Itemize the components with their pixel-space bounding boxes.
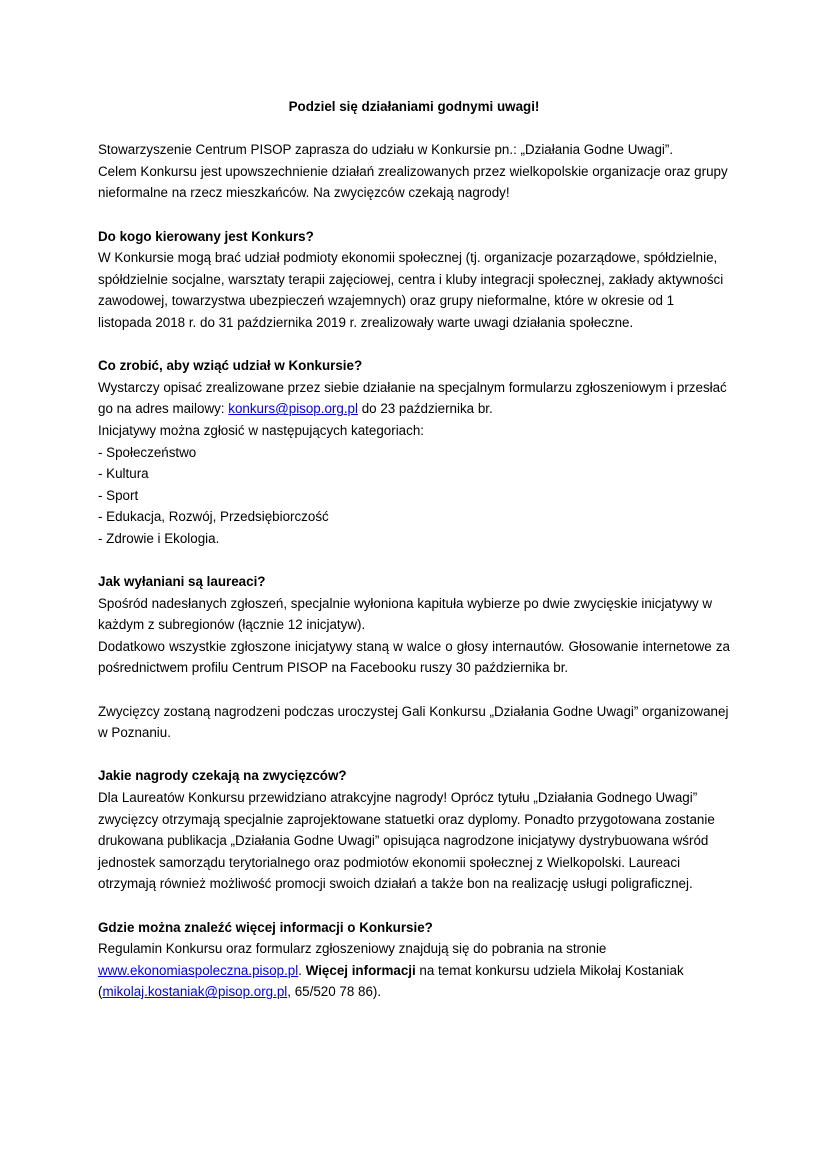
section-heading-how: Co zrobić, aby wziąć udział w Konkursie? <box>98 358 363 374</box>
section-text-how <box>98 377 730 420</box>
category-item: - Zdrowie i Ekologia. <box>98 530 220 546</box>
laureates-text-1: Spośród nadesłanych zgłoszeń, specjalnie wyłoniona kapituła wybierze po dwie zwycięskie inicjatywy w każdym z subregionów (łącznie 12 inicjatyw). <box>98 595 713 633</box>
spacer <box>98 549 730 571</box>
how-text-after: do 23 października br. <box>357 401 493 417</box>
document-page <box>98 96 730 1003</box>
prizes-text: Dla Laureatów Konkursu przewidziano atrakcyjne nagrody! Oprócz tytułu „Działania Godnego Uwagi” zwycięzcy otrzymają specjalnie zaprojektowane statuetki oraz dyplomy. Ponadto przygotowana zostanie drukowana publikacja „Działania Godne Uwagi” opisująca nagrodzone inicjatywy dystrybuowana wśród jednostek samorządu terytorialnego oraz podmiotów ekonomii społecznej z Wielkopolski. Laureaci otrzymają również możliwość promocji swoich działań a także bon na realizację usługi poligraficznej. <box>98 790 715 892</box>
spacer <box>98 895 730 917</box>
section-text-who: W Konkursie mogą brać udział podmioty ekonomii społecznej (tj. organizacje pozarządowe, spółdzielnie, spółdzielnie socjalne, warsztaty terapii zajęciowej, centra i kluby integracji społecznej, zakłady aktywności zawodowej, towarzystwa ubezpieczeń wzajemnych) oraz grupy nieformalne, które w okresie od 1 listopada 2018 r. do 31 października 2019 r. zrealizowały warte uwagi działania społeczne. <box>98 250 724 330</box>
section-heading-prizes: Jakie nagrody czekają na zwycięzców? <box>98 768 347 784</box>
category-item: - Kultura <box>98 466 149 482</box>
spacer <box>98 744 730 766</box>
info-text <box>98 938 730 1003</box>
contest-email-link[interactable]: konkurs@pisop.org.pl <box>228 401 358 417</box>
category-item: - Społeczeństwo <box>98 444 197 460</box>
info-period: . <box>298 962 306 978</box>
spacer <box>98 204 730 226</box>
section-heading-who: Do kogo kierowany jest Konkurs? <box>98 228 314 244</box>
info-text-after-bold: na temat konkursu udziela Mikołaj Kostaniak ( <box>98 962 684 1000</box>
categories-intro: Inicjatywy można zgłosić w następujących kategoriach: <box>98 422 424 438</box>
spacer <box>98 334 730 356</box>
section-heading-info: Gdzie można znaleźć więcej informacji o Konkursie? <box>98 919 433 935</box>
section-heading-laureates: Jak wyłaniani są laureaci? <box>98 574 266 590</box>
info-text-end: , 65/520 78 86). <box>287 984 382 1000</box>
more-info-bold: Więcej informacji <box>305 962 416 978</box>
intro-line-1: Stowarzyszenie Centrum PISOP zaprasza do udziału w Konkursie pn.: „Działania Godne Uwagi”. <box>98 142 674 158</box>
laureates-text-3: Zwycięzcy zostaną nagrodzeni podczas uroczystej Gali Konkursu „Działania Godne Uwagi” organizowanej w Poznaniu. <box>98 703 729 741</box>
document-title: Podziel się działaniami godnymi uwagi! <box>288 99 540 114</box>
info-text-before: Regulamin Konkursu oraz formularz zgłoszeniowy znajdują się do pobrania na stronie <box>98 941 607 957</box>
category-item: - Edukacja, Rozwój, Przedsiębiorczość <box>98 509 329 525</box>
laureates-text-2: Dodatkowo wszystkie zgłoszone inicjatywy staną w walce o głosy internautów. Głosowanie internetowe za pośrednictwem profilu Centrum PISOP na Facebooku ruszy 30 października br. <box>98 638 730 676</box>
intro-line-2: Celem Konkursu jest upowszechnienie działań zrealizowanych przez wielkopolskie organizacje oraz grupy nieformalne na rzecz mieszkańców. Na zwycięzców czekają nagrody! <box>98 163 728 201</box>
website-link[interactable]: www.ekonomiaspoleczna.pisop.pl <box>98 962 299 978</box>
how-text-before: Wystarczy opisać zrealizowane przez siebie działanie na specjalnym formularzu zgłoszeniowym i przesłać go na adres mailowy: <box>98 379 727 417</box>
category-item: - Sport <box>98 487 139 503</box>
contact-email-link[interactable]: mikolaj.kostaniak@pisop.org.pl <box>102 984 288 1000</box>
spacer <box>98 679 730 701</box>
